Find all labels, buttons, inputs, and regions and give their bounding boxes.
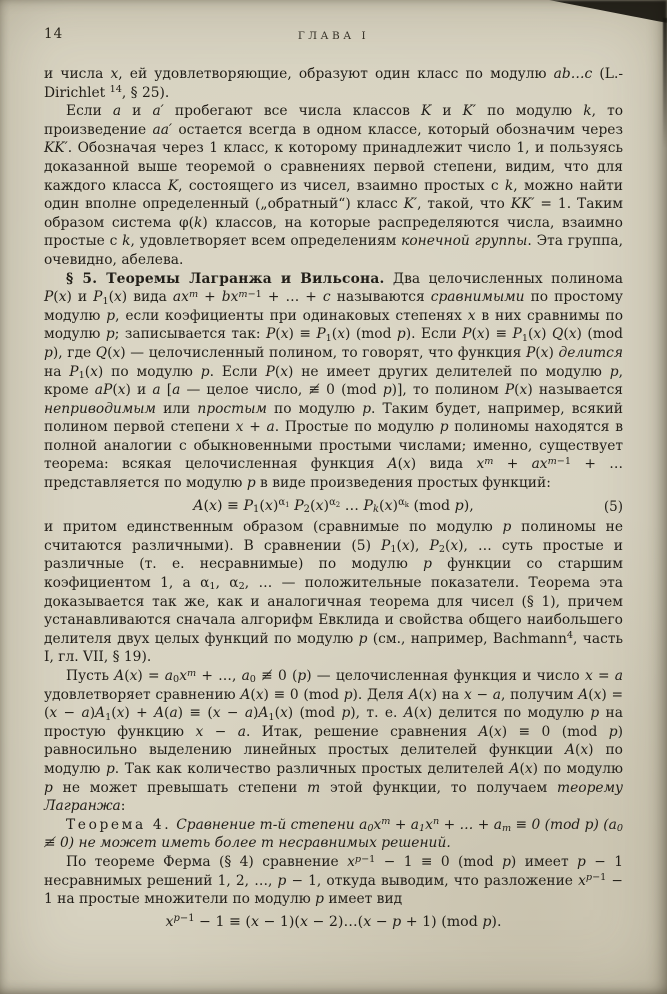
- page-number: 14: [44, 26, 64, 42]
- running-head-chapter: ГЛАВА I: [297, 30, 370, 42]
- text-block: [44, 65, 623, 931]
- formula-factorization-expression: $x^{p-1} - 1 \equiv (x - 1)(x$ − 2)…(x − p + 1) (mod p).: [165, 913, 502, 930]
- formula-5: [44, 497, 623, 516]
- paragraph-modulo-classes: и числа x, ей удовлетворяющие, образуют один класс по модулю ab…c (L.-Dirichlet $^{14}$, § 25).: [44, 66, 623, 101]
- paragraph-section-5-lagrange-wilson: § 5. Теоремы Лагранжа и Вильсона. Два целочисленных полинома P(x) и $P_1(x)$ вида $ax^m + bx^{m-1}$ + … + c называются сравнимыми по простому модулю p, если коэфициенты при одинаковых степенях x в них сравнимы по модулю p; записывается так: $P(x) \equiv P_1(x)$ (mod p). Если $P(x) \equiv P_1(x)$ Q(x) (mod p), где Q(x) — целочисленный полином, то говорят, что функция P(x) делится на $P_1(x)$ по модулю p. Если P(x) не имеет других делителей по модулю p, кроме aP(x) и a [a — целое число, ≢ 0 (mod p)], то полином P(x) называется неприводимым или простым по модулю p. Таким будет, например, всякий полином первой степени x + a. Простые по модулю p полиномы находятся в полной аналогии с обыкновенными простыми числами; именно, существует теорема: всякая целочисленная функция A(x) вида $x^m + ax^{m-1}$ + … представляется по модулю p в виде произведения простых функций:: [44, 270, 623, 492]
- paragraph-fermat-application: По теореме Ферма (§ 4) сравнение $x^{p-1} - 1 \equiv 0$ (mod p) имеет p − 1 несравнимых решений 1, 2, …, p − 1, откуда выводим, что разложение $x^{p-1} - 1$ на простые множители по модулю p имеет вид: [44, 853, 623, 908]
- formula-factorization: [44, 913, 623, 932]
- paragraph-theorem-4: [44, 816, 623, 853]
- theorem-4-label: Теорема 4.: [66, 816, 172, 833]
- formula-5-expression: $A(x) \equiv P_1(x)^{\alpha_1}$ $P_2(x)^{\alpha_2}$ … $P_k(x)^{\alpha_k}$ (mod p),: [193, 497, 474, 516]
- paragraph-unique-factorization: и притом единственным образом (сравнимые по модулю p полиномы не считаются различными). В сравнении (5) $P_1(x)$, $P_2(x)$, … суть простые и различные (т. е. несравнимые) по модулю p функции со старшим коэфициентом 1, а $\alpha_1$, $\alpha_2$, … — положительные показатели. Теорема эта доказывается так же, как и аналогичная теорема для чисел (§ 1), причем устанавливаются сначала алгорифм Евклида и свойства общего наибольшего делителя двух целых функций по модулю p (см., например, Bachmann$^4$, часть I, гл. VII, § 19).: [44, 519, 624, 666]
- theorem-4-statement: Сравнение m-й степени $a_0x^m + a_1x^n$ + … + $a_m \equiv 0$ (mod p) ($a_0$ ≢ 0) не может иметь более m несравнимых решений.: [44, 816, 624, 852]
- paragraph-group-of-classes: Если a и a′ пробегают все числа классов K и K′ по модулю k, то произведение aa′ остается всегда в одном классе, который обозначим через KK′. Обозначая через 1 класс, к которому принадлежит число 1, и пользуясь доказанной выше теоремой о сравнениях первой степени, видим, что для каждого класса K, состоящего из чисел, взаимно простых с k, можно найти один вполне определенный („обратный“) класс K′, такой, что KK′ = 1. Таким образом система φ(k) классов, на которые распределяются числа, взаимно простые с k, удовлетворяет всем определениям конечной группы. Эта группа, очевидно, абелева.: [44, 103, 624, 268]
- formula-5-number: (5): [603, 498, 623, 515]
- page-header: [0, 26, 667, 48]
- scan-shadow-right-edge: [663, 18, 667, 148]
- scan-shadow-corner: [549, 0, 667, 23]
- paragraph-lagrange-derivation: Пусть $A(x) = a_0x^m$ + …, $a_0$ ≢ 0 (p) — целочисленная функция и число x = a удовлетворяет сравнению A(x) ≡ 0 (mod p). Деля A(x) на x − a, получим $A(x) = (x - a)A_1(x) + A(a) \equiv (x - a)A_1(x)$ (mod p), т. е. A(x) делится по модулю p на простую функцию x − a. Итак, решение сравнения A(x) ≡ 0 (mod p) равносильно выделению линейных простых делителей функции A(x) по модулю p. Так как количество различных простых делителей A(x) по модулю p не может превышать степени m этой функции, то получаем теорему Лагранжа:: [44, 667, 624, 815]
